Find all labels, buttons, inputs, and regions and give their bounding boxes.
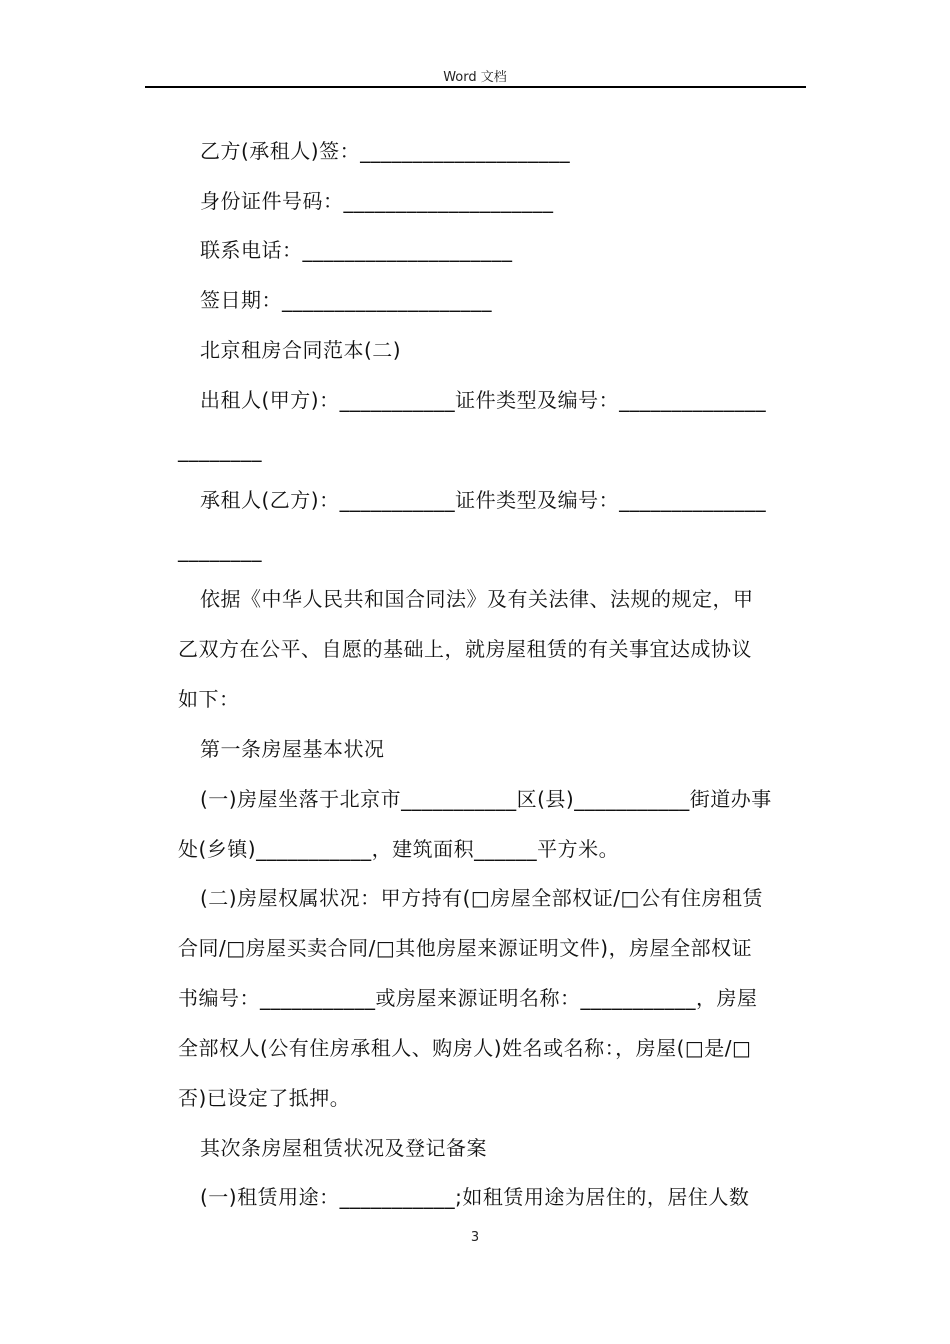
preamble-line-2: 乙双方在公平、自愿的基础上，就房屋租赁的有关事宜达成协议 xyxy=(178,637,752,661)
lessee-line-continued: ________ xyxy=(178,538,262,562)
article-1-item-2-line-2: 合同/□房屋买卖合同/□其他房屋来源证明文件)，房屋全部权证 xyxy=(178,936,753,960)
phone-line: 联系电话：____________________ xyxy=(200,238,513,262)
lessee-line: 承租人(乙方)：___________证件类型及编号：______________ xyxy=(200,488,767,512)
article-1-item-1-line-2: 处(乡镇)___________，建筑面积______平方米。 xyxy=(178,837,620,861)
preamble-line-1: 依据《中华人民共和国合同法》及有关法律、法规的规定，甲 xyxy=(200,587,754,611)
page-number: 3 xyxy=(470,1230,480,1245)
article-2-item-1-line-1: (一)租赁用途：___________;如租赁用途为居住的，居住人数 xyxy=(200,1185,750,1209)
signature-line-party-b: 乙方(承租人)签：____________________ xyxy=(200,139,571,163)
article-1-item-1-line-1: (一)房屋坐落于北京市___________区(县)___________街道办事 xyxy=(200,787,772,811)
id-number-line: 身份证件号码：____________________ xyxy=(200,189,554,213)
preamble-line-3: 如下： xyxy=(178,687,240,711)
article-1-item-2-line-1: (二)房屋权属状况：甲方持有(□房屋全部权证/□公有住房租赁 xyxy=(200,886,763,910)
article-1-item-2-line-3: 书编号：___________或房屋来源证明名称：___________，房屋 xyxy=(178,986,758,1010)
header-divider xyxy=(145,86,806,88)
lessor-line: 出租人(甲方)：___________证件类型及编号：______________ xyxy=(200,388,767,412)
lessor-line-continued: ________ xyxy=(178,438,262,462)
page-header: Word 文档 xyxy=(443,70,507,85)
sign-date-line: 签日期：____________________ xyxy=(200,288,492,312)
article-1-heading: 第一条房屋基本状况 xyxy=(200,737,385,761)
article-2-heading: 其次条房屋租赁状况及登记备案 xyxy=(200,1136,487,1160)
article-1-item-2-line-4: 全部权人(公有住房承租人、购房人)姓名或名称：，房屋(□是/□ xyxy=(178,1036,752,1060)
contract-title: 北京租房合同范本(二) xyxy=(200,338,402,362)
article-1-item-2-line-5: 否)已设定了抵押。 xyxy=(178,1086,351,1110)
